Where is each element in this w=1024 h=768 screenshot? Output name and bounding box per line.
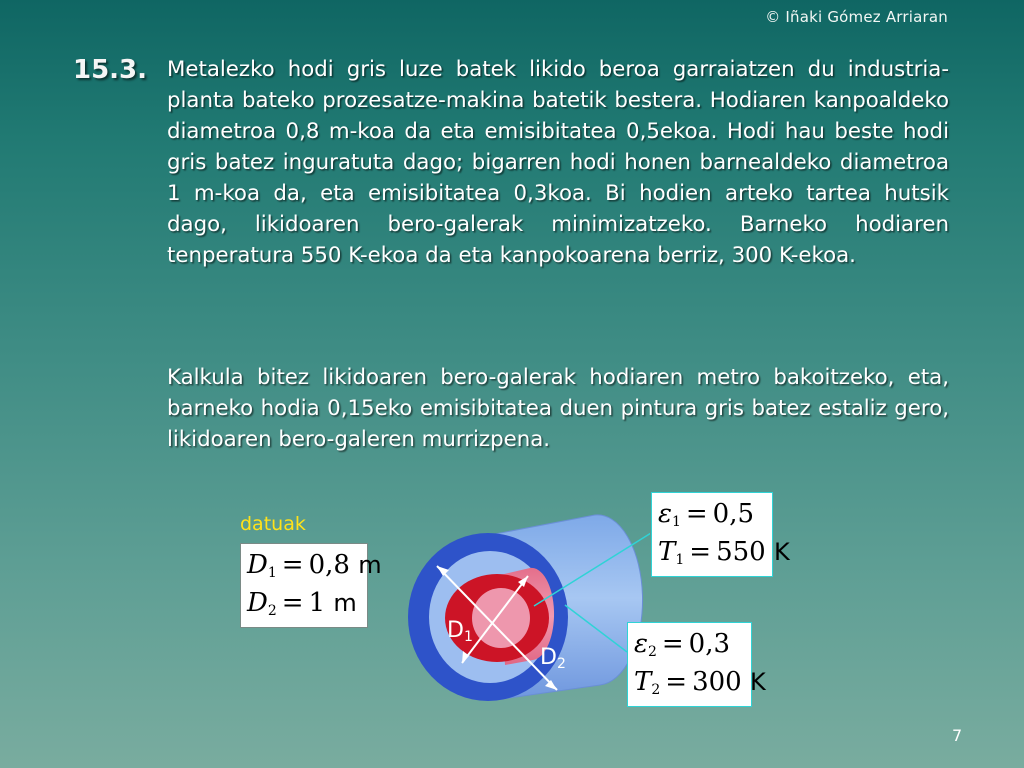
eps1-formula: $\varepsilon_1 = 0,5$: [658, 499, 755, 530]
diameter-data-box: [240, 543, 382, 628]
copyright-text: © Iñaki Gómez Arriaran: [765, 8, 948, 26]
d2-formula: $D_2 = 1$ m: [247, 588, 357, 619]
d2-label: $D_2$: [540, 645, 566, 672]
t2-formula: $T_2 = 300$ K: [634, 667, 766, 698]
eps2-formula: $\varepsilon_2 = 0,3$: [634, 629, 731, 660]
d1-formula: $D_1 = 0,8$ m: [247, 550, 382, 581]
problem-number: 15.3.: [73, 55, 148, 85]
d1-label: $D_1$: [447, 618, 473, 645]
data-label: datuak: [240, 513, 306, 535]
pipe-diagram: [400, 500, 650, 710]
pipe2-data-box: [627, 622, 766, 707]
problem-statement: Metalezko hodi gris luze batek likido beroa garraiatzen du industria-planta bateko prozesatze-makina batetik bestera. Hodiaren kanpoaldeko diametroa 0,8 m-koa da eta emisibitatea 0,5ekoa. Hodi hau beste hodi gris batez inguratuta dago; bigarren hodi honen barnealdeko diametroa 1 m-koa da, eta emisibitatea 0,3koa. Bi hodien arteko tartea hutsik dago, likidoaren bero-galerak minimizatzeko. Barneko hodiaren tenperatura 550 K-ekoa da eta kanpokoarena berriz, 300 K-ekoa.: [167, 57, 949, 268]
pipe1-data-box: [651, 492, 790, 577]
page-number: 7: [952, 726, 963, 745]
t1-formula: $T_1 = 550$ K: [658, 537, 790, 568]
problem-question: Kalkula bitez likidoaren bero-galerak hodiaren metro bakoitzeko, eta, barneko hodia 0,15eko emisibitatea duen pintura gris batez estaliz gero, likidoaren bero-galeren murrizpena.: [167, 365, 949, 452]
